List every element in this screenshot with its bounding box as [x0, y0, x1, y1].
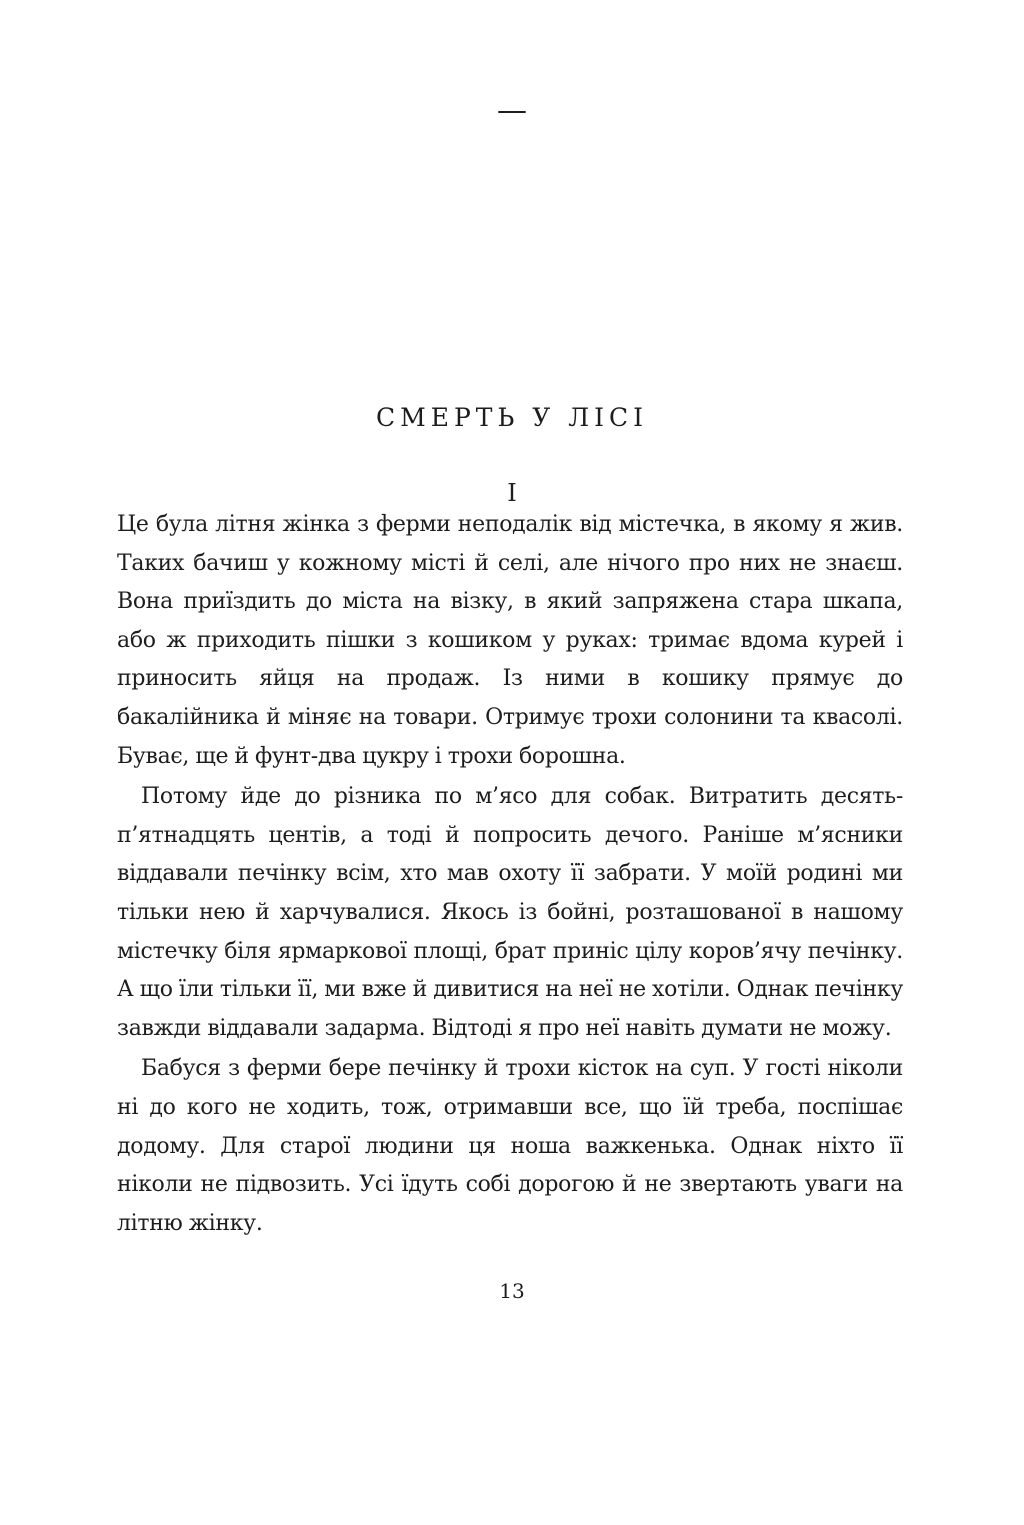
header-dash: — — [497, 93, 527, 128]
chapter-title: СМЕРТЬ У ЛІСІ — [375, 403, 649, 432]
paragraph-1: Це була літня жінка з ферми неподалік від містечка, в якому я жив. Таких бачиш у кожному місті й селі, але нічого про них не знаєш. Вона приїздить до міста на візку, в який запряжена стара шкапа, або ж приходить пішки з кошиком у руках: тримає вдома курей і приносить яйця на продаж. Із ними в кошику прямує до бакалійника й міняє на товари. Отримує трохи солонини та квасолі. Буває, ще й фунт-два цукру і трохи борошна. — [117, 512, 903, 769]
page-number: 13 — [499, 1279, 525, 1303]
paragraph-3: Бабуся з ферми бере печінку й трохи кісток на суп. У гості ніколи ні до кого не ходить, тож, отримавши все, що їй треба, поспішає додому. Для старої людини ця ноша важкенька. Однак ніхто її ніколи не підвозить. Усі їдуть собі дорогою й не звертають уваги на літню жінку. — [117, 1056, 903, 1236]
chapter-number: І — [507, 479, 517, 507]
body-text — [117, 506, 903, 1245]
paragraph-2: Потому йде до різника по м’ясо для собак. Витратить десять-п’ятнадцять центів, а тоді й попросить дечого. Раніше м’ясники віддавали печінку всім, хто мав охоту її забрати. У моїй родині ми тільки нею й харчувалися. Якось із бойні, розташованої в нашому містечку біля ярмаркової площі, брат приніс цілу коров’ячу печінку. А що їли тільки її, ми вже й дивитися на неї не хотіли. Однак печінку завжди віддавали задарма. Відтоді я про неї навіть думати не можу. — [117, 784, 903, 1041]
